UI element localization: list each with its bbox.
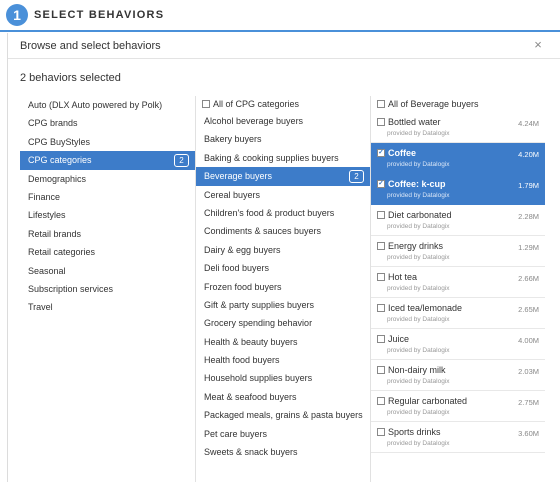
subcategory-label: Gift & party supplies buyers <box>204 299 315 310</box>
checkbox[interactable] <box>377 304 385 312</box>
category-item[interactable] <box>20 96 195 114</box>
category-item[interactable] <box>20 170 195 188</box>
subcategory-item[interactable] <box>196 351 370 369</box>
audience-size: 4.20M <box>518 150 539 159</box>
checkbox[interactable] <box>377 100 385 108</box>
behavior-item[interactable] <box>371 422 545 453</box>
provider-label: provided by Datalogix <box>387 130 450 137</box>
checkbox[interactable] <box>377 118 385 126</box>
audience-size: 4.00M <box>518 336 539 345</box>
close-icon[interactable]: × <box>534 37 542 52</box>
behavior-item[interactable] <box>371 267 545 298</box>
behavior-label: Coffee: k-cup <box>388 179 446 189</box>
subcategory-item[interactable] <box>196 369 370 387</box>
subcategory-label: Sweets & snack buyers <box>204 447 298 458</box>
subcategory-label: Children's food & product buyers <box>204 207 335 218</box>
subcategory-item[interactable] <box>196 425 370 443</box>
subcategory-item[interactable] <box>196 130 370 148</box>
behavior-label: Hot tea <box>388 272 418 282</box>
subcategory-item[interactable] <box>196 333 370 351</box>
subcategory-label: Frozen food buyers <box>204 281 282 292</box>
subcategory-item[interactable] <box>196 222 370 240</box>
behavior-label: Non-dairy milk <box>388 365 446 375</box>
audience-size: 1.29M <box>518 243 539 252</box>
checkbox-checked[interactable]: ✓ <box>378 148 384 156</box>
subcategory-item[interactable] <box>196 443 370 461</box>
audience-size: 1.79M <box>518 181 539 190</box>
category-item[interactable] <box>20 262 195 280</box>
subcategory-label: Health & beauty buyers <box>204 336 298 347</box>
subcategory-label: Cereal buyers <box>204 189 261 200</box>
subcategory-item[interactable] <box>196 204 370 222</box>
selected-count: 2 behaviors selected <box>20 72 121 84</box>
checkbox[interactable] <box>377 211 385 219</box>
provider-label: provided by Datalogix <box>387 440 450 447</box>
provider-label: provided by Datalogix <box>387 285 450 292</box>
subcategory-label: Alcohol beverage buyers <box>204 116 304 126</box>
audience-size: 2.03M <box>518 367 539 376</box>
behavior-item[interactable] <box>371 236 545 267</box>
category-label: Auto (DLX Auto powered by Polk) <box>28 100 163 110</box>
subcategory-item[interactable] <box>196 278 370 296</box>
checkbox[interactable] <box>202 100 210 108</box>
behavior-item[interactable] <box>371 112 545 143</box>
checkbox[interactable] <box>377 397 385 405</box>
step-header <box>0 0 560 32</box>
behavior-item[interactable] <box>371 329 545 360</box>
subcategory-label: Condiments & sauces buyers <box>204 226 322 237</box>
selection-count-badge: 2 <box>174 154 189 167</box>
category-item-selected[interactable] <box>20 151 195 169</box>
behaviors-dialog <box>7 33 560 482</box>
subcategory-label: Packaged meals, grains & pasta buyers <box>204 410 363 421</box>
subcategory-item[interactable] <box>196 149 370 167</box>
behavior-item[interactable] <box>371 391 545 422</box>
provider-label: provided by Datalogix <box>387 347 450 354</box>
provider-label: provided by Datalogix <box>387 192 450 199</box>
audience-size: 2.65M <box>518 305 539 314</box>
category-label: Retail brands <box>28 228 82 239</box>
subcategory-list <box>195 96 370 482</box>
select-all-subcategories[interactable] <box>196 96 370 112</box>
provider-label: provided by Datalogix <box>387 223 450 230</box>
subcategory-label: Bakery buyers <box>204 134 262 145</box>
category-label: Demographics <box>28 173 87 184</box>
behavior-list <box>370 96 545 482</box>
selection-count-badge: 2 <box>349 170 364 183</box>
audience-size: 2.28M <box>518 212 539 221</box>
subcategory-label: Dairy & egg buyers <box>204 244 281 255</box>
subcategory-item[interactable] <box>196 314 370 332</box>
step-title: SELECT BEHAVIORS <box>34 9 165 21</box>
select-all-label: All of Beverage buyers <box>388 99 479 109</box>
category-label: Subscription services <box>28 283 114 294</box>
behavior-label: Bottled water <box>388 117 441 127</box>
subcategory-item[interactable] <box>196 388 370 406</box>
category-item[interactable] <box>20 225 195 243</box>
checkbox-checked[interactable]: ✓ <box>378 179 384 187</box>
subcategory-label: Deli food buyers <box>204 263 270 274</box>
subcategory-item[interactable] <box>196 186 370 204</box>
audience-size: 2.75M <box>518 398 539 407</box>
behavior-item[interactable] <box>371 360 545 391</box>
category-item[interactable] <box>20 298 195 316</box>
provider-label: provided by Datalogix <box>387 161 450 168</box>
provider-label: provided by Datalogix <box>387 316 450 323</box>
behavior-item[interactable] <box>371 205 545 236</box>
category-label: Finance <box>28 191 61 202</box>
behavior-label: Juice <box>388 334 410 344</box>
subcategory-item[interactable] <box>196 406 370 424</box>
category-label: Seasonal <box>28 265 66 276</box>
checkbox[interactable] <box>377 242 385 250</box>
select-all-label: All of CPG categories <box>213 99 300 109</box>
category-item[interactable] <box>20 206 195 224</box>
subcategory-item-selected[interactable] <box>196 167 370 185</box>
behavior-label: Diet carbonated <box>388 210 452 220</box>
behavior-label: Energy drinks <box>388 241 444 251</box>
behavior-item[interactable] <box>371 298 545 329</box>
category-label: CPG categories <box>28 155 92 166</box>
subcategory-item[interactable] <box>196 259 370 277</box>
checkbox[interactable] <box>377 335 385 343</box>
dialog-title: Browse and select behaviors <box>20 40 161 52</box>
category-label: CPG brands <box>28 118 78 129</box>
behavior-label: Iced tea/lemonade <box>388 303 463 313</box>
behavior-item-selected[interactable] <box>371 143 545 174</box>
behavior-label: Regular carbonated <box>388 396 468 406</box>
provider-label: provided by Datalogix <box>387 254 450 261</box>
subcategory-label: Baking & cooking supplies buyers <box>204 152 339 163</box>
step-number-badge: 1 <box>6 4 28 26</box>
subcategory-label: Grocery spending behavior <box>204 318 313 329</box>
category-item[interactable] <box>20 243 195 261</box>
checkbox[interactable] <box>377 366 385 374</box>
checkbox[interactable] <box>377 273 385 281</box>
category-label: CPG BuyStyles <box>28 136 91 147</box>
provider-label: provided by Datalogix <box>387 409 450 416</box>
dialog-header <box>8 33 560 59</box>
subcategory-item[interactable] <box>196 241 370 259</box>
category-label: Travel <box>28 302 53 313</box>
category-label: Lifestyles <box>28 210 66 221</box>
checkbox[interactable] <box>377 428 385 436</box>
subcategory-item[interactable] <box>196 112 370 130</box>
behavior-label: Coffee <box>388 148 417 158</box>
subcategory-label: Beverage buyers <box>204 171 273 182</box>
select-all-behaviors[interactable] <box>371 96 545 112</box>
subcategory-label: Health food buyers <box>204 355 280 366</box>
behavior-item-selected[interactable] <box>371 174 545 205</box>
subcategory-label: Pet care buyers <box>204 428 268 439</box>
category-list <box>20 96 195 482</box>
audience-size: 3.60M <box>518 429 539 438</box>
category-item[interactable] <box>20 280 195 298</box>
category-label: Retail categories <box>28 247 96 258</box>
audience-size: 4.24M <box>518 119 539 128</box>
category-item[interactable] <box>20 133 195 151</box>
provider-label: provided by Datalogix <box>387 378 450 385</box>
subcategory-item[interactable] <box>196 296 370 314</box>
subcategory-label: Household supplies buyers <box>204 373 313 384</box>
audience-size: 2.66M <box>518 274 539 283</box>
category-item[interactable] <box>20 188 195 206</box>
category-item[interactable] <box>20 114 195 132</box>
subcategory-label: Meat & seafood buyers <box>204 391 297 402</box>
behavior-label: Sports drinks <box>388 427 441 437</box>
